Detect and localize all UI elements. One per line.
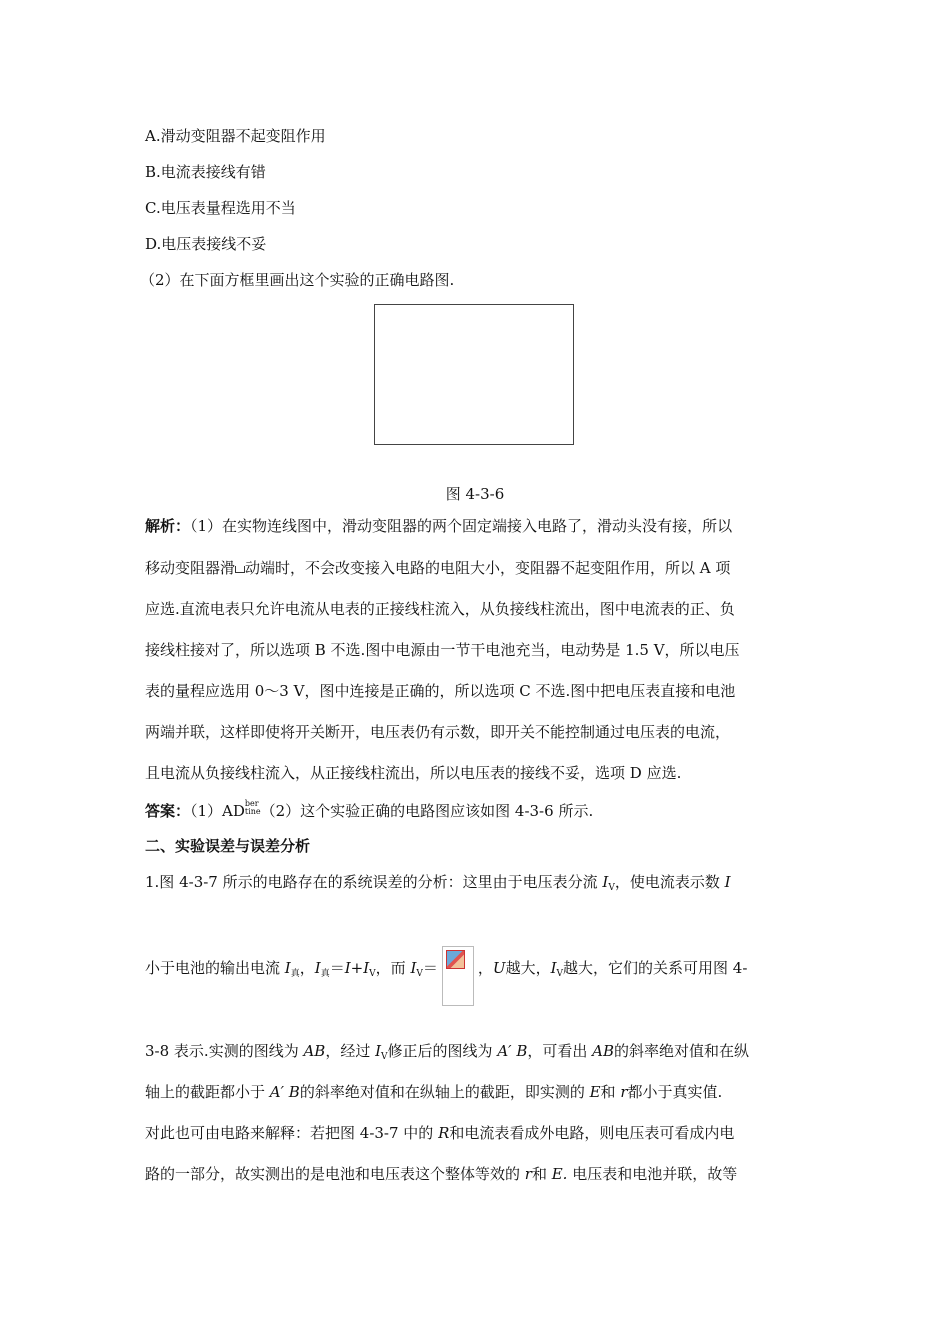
analysis-label: 解析：	[145, 517, 191, 535]
paragraph-line-3: 3-8 表示.实测的图线为 AB，经过 $I_V$修正后的图线为 A′ B，可看出 AB的斜率绝对值和在纵	[145, 1042, 750, 1062]
option-c: C.电压表量程选用不当	[145, 199, 296, 217]
analysis-line-6: 两端并联，这样即使将开关断开，电压表仍有示数，即开关不能控制通过电压表的电流，	[145, 723, 731, 741]
answer-line: 答案：（1）ADber tine（2）这个实验正确的电路图应该如图 4-3-6 所示.	[145, 799, 594, 820]
figure-caption: 图 4-3-6	[445, 485, 505, 503]
section-title: 二、实验误差与误差分析	[145, 837, 311, 855]
overlap-glyphs: ber tine	[244, 799, 261, 816]
option-b: B.电流表接线有错	[145, 163, 266, 181]
analysis-line-2: 移动变阻器滑 动端时，不会改变接入电路的电阻大小，变阻器不起变阻作用，所以 A 项	[145, 559, 731, 577]
paragraph-line-2: 小于电池的输出电流 $I_真$，$I_真=I+I_V$，而 $I_V=$ ，U越大，$I_V$越大，它们的关系可用图 4-	[145, 958, 747, 1006]
analysis-line-4: 接线柱接对了，所以选项 B 不选.图中电源由一节干电池充当，电动势是 1.5 V，所以电压	[145, 641, 740, 659]
bracket-mark	[235, 566, 245, 573]
option-a: A.滑动变阻器不起变阻作用	[145, 127, 326, 145]
analysis-line-1: 解析：（1）在实物连线图中，滑动变阻器的两个固定端接入电路了，滑动头没有接，所以	[145, 517, 733, 535]
answer-box	[374, 304, 574, 445]
paragraph-line-5: 对此也可由电路来解释：若把图 4-3-7 中的 R和电流表看成外电路，则电压表可看成内电	[145, 1124, 735, 1142]
option-d: D.电压表接线不妥	[145, 235, 267, 253]
paragraph-line-4: 轴上的截距都小于 A′ B的斜率绝对值和在纵轴上的截距，即实测的 E和 r都小于真实值.	[145, 1083, 723, 1101]
paragraph-line-6: 路的一部分，故实测出的是电池和电压表这个整体等效的 r和 E. 电压表和电池并联，故等	[145, 1165, 738, 1183]
analysis-line-5: 表的量程应选用 0～3 V，图中连接是正确的，所以选项 C 不选.图中把电压表直接和电池	[145, 682, 736, 700]
answer-label: 答案：	[145, 802, 191, 820]
question-2: （2）在下面方框里画出这个实验的正确电路图.	[140, 271, 455, 289]
analysis-line-7: 且电流从负接线柱流入，从正接线柱流出，所以电压表的接线不妥，选项 D 应选.	[145, 764, 682, 782]
analysis-line-3: 应选.直流电表只允许电流从电表的正接线柱流入，从负接线柱流出，图中电流表的正、负	[145, 600, 735, 618]
paragraph-line-1: 1.图 4-3-7 所示的电路存在的系统误差的分析：这里由于电压表分流 $I_V$，使电流表示数 I	[145, 873, 731, 893]
formula-image-icon	[442, 946, 474, 1006]
